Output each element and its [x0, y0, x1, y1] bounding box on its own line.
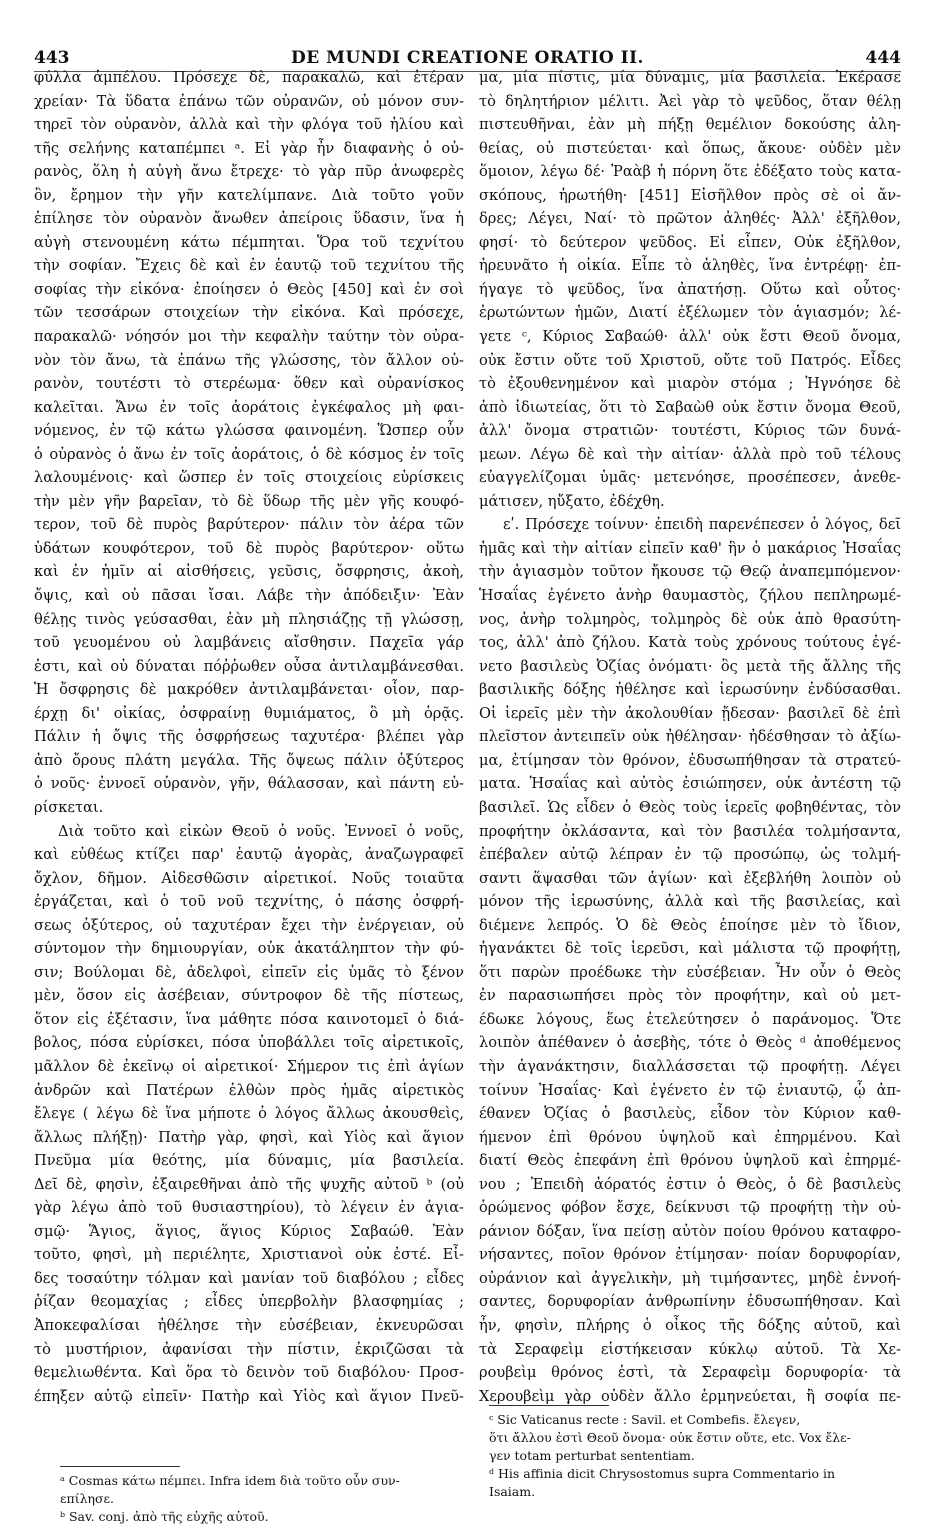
text-line: ῥίζαν θεομαχίας ; εἶδες ὑπερβολὴν βλασφημίας ;	[34, 1293, 464, 1311]
text-line: θεμελιωθέντα. Καὶ ὅρα τὸ δεινὸν τοῦ διαβόλου· Προσ-	[34, 1364, 464, 1382]
text-line: ὄψις, καὶ οὐ πᾶσαι ἴσαι. Λάβε τὴν ἀπόδειξιν· Ἐὰν	[34, 587, 464, 605]
text-line: Isaiam.	[489, 1484, 536, 1499]
text-line: σαντι ἅψασθαι τῶν ἁγίων· καὶ ἐξεβλήθη λοιπὸν οὐ	[479, 869, 901, 887]
text-line: ὂν, ἔρημον τὴν γῆν κατελίμπανε. Διὰ τοῦτο γοῦν	[34, 186, 464, 204]
text-line: μα, ἐτίμησαν τὸν θρόνον, ἐδυσωπήθησαν τὰ στρατεύ-	[479, 751, 901, 769]
text-line: Χερουβεὶμ γὰρ οὐδὲν ἄλλο ἑρμηνεύεται, ἢ σοφία πε-	[479, 1387, 901, 1405]
text-line: πλεῖστον ἀντειπεῖν οὐκ ἠθέλησαν· ἠδέσθησαν τὸ ἀξίω-	[479, 728, 901, 746]
text-line: εʹ. Πρόσεχε τοίνυν· ἐπειδὴ παρενέπεσεν ὁ λόγος, δεῖ	[503, 516, 901, 534]
text-line: καὶ εὐθέως κτίζει παρ' ἑαυτῷ ἀγορὰς, ἀναζωγραφεῖ	[34, 846, 464, 864]
text-line: ἄλλως πλήξῃ)· Πατὴρ γὰρ, φησὶ, καὶ Υἱὸς καὶ ἅγιον	[34, 1128, 464, 1146]
text-line: τοῦ γευομένου οὐ λαμβάνεις αἴσθησιν. Παχεῖα γάρ	[34, 634, 464, 652]
footnote-rule-right	[489, 1405, 609, 1406]
text-line: ρίσκεται.	[34, 798, 104, 816]
text-line: μᾶλλον δὲ ἐκεῖνῳ οἱ αἱρετικοί· Σήμερον τις ἐπὶ ἁγίων	[34, 1057, 464, 1075]
page-number-right: 444	[865, 48, 901, 68]
text-line: ήμενον ἐπὶ θρόνου ὑψηλοῦ καὶ ἐπηρμένου. Καὶ	[479, 1128, 901, 1146]
text-line: νος, ἀνὴρ τολμηρὸς, τολμηρὸς δὲ οὐκ ἀπὸ θρασύτη-	[479, 610, 901, 628]
text-line: ὑδάτων κουφότερον, τοῦ δὲ πυρὸς βαρύτερον· οὕτω	[34, 539, 464, 557]
text-line: παρακαλῶ· νόησόν μοι τὴν κεφαλὴν ταύτην τὸν οὐρα-	[34, 328, 464, 346]
text-line: μόνον τῆς ἱερωσύνης, ἀλλὰ καὶ τῆς βασιλείας, καὶ	[479, 893, 901, 911]
text-line: σύντομον τὴν δημιουργίαν, οὐκ ἀκατάληπτον τὴν φύ-	[34, 940, 464, 958]
text-line: τος, ἀλλ' ἀπὸ ζήλου. Κατὰ τοὺς χρόνους τούτους ἐγέ-	[479, 634, 901, 652]
footnotes-left	[60, 1472, 465, 1526]
text-line: Πνεῦμα μία θεότης, μία δύναμις, μία βασιλεία.	[34, 1152, 464, 1170]
text-line: ὅτι παρὼν προέδωκε τὴν εὐσέβειαν. Ἦν οὖν ὁ Θεὸς	[479, 963, 901, 981]
text-line: νου ; Ἐπειδὴ ἀόρατός ἐστιν ὁ Θεὸς, ὁ δὲ βασιλεὺς	[479, 1175, 901, 1193]
text-line: γετε ᶜ, Κύριος Σαβαώθ· ἀλλ' οὐκ ἔστι Θεοῦ ὄνομα,	[479, 328, 901, 346]
text-line: ήγαγε τὸ ψεῦδος, ἵνα ἀπατήσῃ. Οὕτω καὶ οὗτος·	[479, 280, 901, 298]
text-line: ρανὸς, ὅλη ἡ αὐγὴ ἄνω ἔτρεχε· τὸ γὰρ πῦρ ἀνωφερὲς	[34, 163, 464, 181]
text-line: λαλουμένοις· καὶ ὥσπερ ἐν τοῖς στοιχείοις εὑρίσκεις	[34, 469, 464, 487]
text-line: τὴν ἀγανάκτησιν, διαλλάσσεται τῷ προφήτῃ. Λέγει	[479, 1057, 901, 1075]
text-line: οὐράνιον καὶ ἀγγελικὴν, μὴ τιμήσαντες, μηδὲ ἐννοή-	[479, 1269, 901, 1287]
text-line: νὸν τὸν ἄνω, τὰ ἐπάνω τῆς γλώσσης, τὸν ἄλλον οὐ-	[34, 351, 464, 369]
text-line: τοῦτο, φησὶ, μὴ περιέλητε, Χριστιανοὶ οὐκ ἐστέ. Εἶ-	[34, 1246, 464, 1264]
text-line: ἀπὸ ὄρους πλάτη μεγάλα. Τῆς ὄψεως πάλιν ὀξύτερος	[34, 751, 464, 769]
text-line: χρείαν· Τὰ ὕδατα ἐπάνω τῶν οὐρανῶν, οὐ μόνον συν-	[34, 92, 464, 110]
text-line: δρες; Λέγει, Ναί· τὸ πρῶτον ἀληθές· Ἀλλ' ἐξῆλθον,	[479, 210, 901, 228]
text-line: ᵃ Cosmas κάτω πέμπει. Infra idem διὰ τοῦτο οὖν συν-	[60, 1473, 400, 1488]
text-line: νόμενος, ἐν τῷ κάτω γλώσσα φαινομένη. Ὥσπερ οὖν	[34, 422, 464, 440]
text-line: ὄχλον, δῆμον. Αἰδεσθῶσιν αἱρετικοί. Νοῦς τοιαῦτα	[34, 869, 464, 887]
text-line: καὶ ἐν ἡμῖν αἱ αἰσθήσεις, γεῦσις, ὄσφρησις, ἀκοὴ,	[34, 563, 464, 581]
text-line: γὰρ λέγω ἀπὸ τοῦ θυσιαστηρίου), τὸ λέγειν ἐν ἁγια-	[34, 1199, 464, 1217]
text-line: σοφίας τὴν εἰκόνα· ἐποίησεν ὁ Θεὸς [450] καὶ ἐν σοὶ	[34, 280, 464, 298]
text-line: Πάλιν ἡ ὄψις τῆς ὀσφρήσεως ταχυτέρα· βλέπει γὰρ	[34, 728, 464, 746]
text-line: ἐστι, καὶ οὐ δύναται πόῤῥωθεν οὖσα ἀντιλαμβάνεσθαι.	[34, 657, 464, 675]
text-line: τῶν τεσσάρων στοιχείων τὴν εἰκόνα. Καὶ πρόσεχε,	[34, 304, 464, 322]
text-line: τῆς σελήνης καταπέμπει ᵃ. Εἰ γὰρ ἦν διαφανὴς ὁ οὐ-	[34, 139, 464, 157]
text-line: ᵇ Sav. conj. ἀπὸ τῆς εὐχῆς αὐτοῦ.	[60, 1509, 269, 1524]
text-line: διατί Θεὸς ἐπεφάνη ἐπὶ θρόνου ὑψηλοῦ καὶ ἐπηρμέ-	[479, 1152, 901, 1170]
text-line: μεων. Λέγω δὲ καὶ τὴν αἰτίαν· ἀλλὰ πρὸ τοῦ τέλους	[479, 445, 901, 463]
text-line: ράνιον δόξαν, ἵνα πείσῃ αὐτὸν ποίου θρόνου καταφρο-	[479, 1222, 901, 1240]
footnote-rule-left	[60, 1466, 180, 1467]
text-line: σαντες, δορυφορίαν ἀνθρωπίνην ἐδυσωπήθησαν. Καὶ	[479, 1293, 901, 1311]
text-line: ἀνδρῶν καὶ Πατέρων ἐλθὼν πρὸς ἡμᾶς αἱρετικὸς	[34, 1081, 464, 1099]
text-line: ὁ νοῦς· ἐννοεῖ οὐρανὸν, γῆν, θάλασσαν, καὶ πάντη εὑ-	[34, 775, 464, 793]
text-line: ἐπίλησε τὸν οὐρανὸν ἄνωθεν ἀπείροις ὕδασιν, ἵνα ἡ	[34, 210, 464, 228]
text-line: ἐπέβαλεν αὐτῷ λέπραν ἐν τῷ προσώπῳ, ὡς τολμή-	[479, 846, 901, 864]
text-line: ἐν παρασιωπήσει πρὸς τὸν προφήτην, καὶ οὐ μετ-	[479, 987, 901, 1005]
text-line: τὴν σοφίαν. Ἔχεις δὲ καὶ ἐν ἑαυτῷ τοῦ τεχνίτου τῆς	[34, 257, 464, 275]
text-line: τερον, τοῦ δὲ πυρὸς βαρύτερον· πάλιν τὸν ἀέρα τῶν	[34, 516, 464, 534]
text-line: εὐαγγελίζομαι ὑμᾶς· μετενόησε, προσέπεσεν, ἀνεθε-	[479, 469, 901, 487]
text-line: σεως ὀξύτερος, οὐ ταχυτέραν ἔχει τὴν ἐνέργειαν, οὐ	[34, 916, 464, 934]
text-line: Δεῖ δὲ, φησὶν, ἐξαιρεθῆναι ἀπὸ τῆς ψυχῆς αὐτοῦ ᵇ (οὐ	[34, 1175, 464, 1193]
right-column	[479, 66, 901, 1408]
text-line: ὁρώμενος φόβον ἔσχε, δείκνυσι τῷ προφήτῃ τὴν οὐ-	[479, 1199, 901, 1217]
text-line: ᶜ Sic Vaticanus recte : Savil. et Combefis. ἔλεγεν,	[489, 1412, 801, 1427]
text-line: ἠρευνᾶτο ἡ οἰκία. Εἶπε τὸ ἀληθὲς, ἵνα ἐντρέφῃ· ἐπ-	[479, 257, 901, 275]
text-line: ματα. Ἡσαΐας καὶ αὐτὸς ἐσιώπησεν, οὐκ ἀντέστη τῷ	[479, 775, 901, 793]
text-line: λοιπὸν ἀπέθανεν ὁ ἀσεβὴς, τότε ὁ Θεὸς ᵈ ἀποθέμενος	[479, 1034, 901, 1052]
text-line: ᵈ His affinia dicit Chrysostomus supra Commentario in	[489, 1466, 836, 1481]
text-line: ἐργάζεται, καὶ ὁ τοῦ νοῦ τεχνίτης, ὁ πάσης ὀσφρή-	[34, 893, 464, 911]
text-line: νήσαντες, ποῖον θρόνον ἐτίμησαν· ποίαν δορυφορίαν,	[479, 1246, 901, 1264]
text-line: ἠγανάκτει δὲ τοῖς ἱερεῦσι, καὶ μάλιστα τῷ προφήτῃ,	[479, 940, 901, 958]
text-line: ἐρωτώντων ἡμῶν, Διατί ἐξέλωμεν τὸν ἁγιασμόν; λέ-	[479, 304, 901, 322]
text-line: ὅτον εἰς ἐξέτασιν, ἵνα μάθητε πόσα καινοτομεῖ ὁ διά-	[34, 1010, 464, 1028]
text-line: ἔλεγε ( λέγω δὲ ἵνα μήποτε ὁ λόγος ἄλλως ἀκουσθεὶς,	[34, 1105, 464, 1123]
text-line: ἀλλ' ὄνομα στρατιῶν· τουτέστι, Κύριος τῶν δυνά-	[479, 422, 901, 440]
text-line: προφήτην ὀκλάσαντα, καὶ τὸν βασιλέα τολμήσαντα,	[479, 822, 901, 840]
text-line: διέμενε λεπρός. Ὁ δὲ Θεὸς ἐποίησε μὲν τὸ ἴδιον,	[479, 916, 901, 934]
text-line: έθανεν Ὀζίας ὁ βασιλεὺς, εἶδον τὸν Κύριον καθ-	[479, 1105, 901, 1123]
text-line: θέλῃς τινὸς γεύσασθαι, ἐὰν μὴ πλησιάζῃς τῇ γλώσσῃ,	[34, 610, 464, 628]
text-line: βολος, πόσα εὑρίσκει, πόσα ὑποβάλλει τοῖς αἱρετικοῖς,	[34, 1034, 464, 1052]
text-line: Ἡ ὄσφρησις δὲ μακρόθεν ἀντιλαμβάνεται· οἷον, παρ-	[34, 681, 464, 699]
footnotes-right	[489, 1411, 901, 1501]
text-line: Ἀποκεφαλίσαι ἠθέλησε τὴν εὐσέβειαν, ἐκνευρῶσαι	[34, 1316, 464, 1334]
text-line: οὐκ ἔστιν οὔτε τοῦ Χριστοῦ, οὔτε τοῦ Πατρός. Εἶδες	[479, 351, 901, 369]
text-line: τηρεῖ τὸν οὐρανὸν, ἀλλὰ καὶ τὴν φλόγα τοῦ ἡλίου καὶ	[34, 116, 464, 134]
text-line: σμῷ· Ἅγιος, ἅγιος, ἅγιος Κύριος Σαβαώθ. Ἐὰν	[34, 1222, 464, 1240]
text-line: δες τοσαύτην τόλμαν καὶ μανίαν τοῦ διαβόλου ; εἶδες	[34, 1269, 464, 1287]
text-line: θείας, οὐ πιστεύεται· καὶ ὅπως, ἄκουε· οὐδὲν μὲν	[479, 139, 901, 157]
text-line: φύλλα ἀμπέλου. Πρόσεχε δὲ, παρακαλῶ, καὶ ἑτέραν	[34, 69, 464, 86]
text-line: ὅτι ἄλλου ἐστὶ Θεοῦ ὄνομα· οὐκ ἔστιν οὔτε, etc. Vox ἔλε-	[489, 1430, 851, 1445]
page-number-left: 443	[34, 48, 70, 68]
text-line: βασιλικῆς δόξης ἠθέλησε καὶ ἱερωσύνην ἐνδύσασθαι.	[479, 681, 901, 699]
text-line: ὅμοιον, λέγω δέ· Ῥαὰβ ἡ πόρνη ὅτε ἐδέξατο τοὺς κατα-	[479, 163, 901, 181]
text-line: τὰ Σεραφεὶμ εἱστήκεισαν κύκλῳ αὐτοῦ. Τὰ Χε-	[479, 1340, 901, 1358]
text-line: ἡμᾶς καὶ τὴν αἰτίαν εἰπεῖν καθ' ἣν ὁ μακάριος Ἡσαΐας	[479, 539, 901, 557]
text-line: πιστευθῆναι, ἐὰν μὴ πήξῃ θεμέλιον δοκούσης ἀλη-	[479, 116, 901, 134]
text-line: ὁ οὐρανὸς ὁ ἄνω ἐν τοῖς ἀοράτοις, ὁ δὲ κόσμος ἐν τοῖς	[34, 445, 464, 463]
text-line: ἀπὸ ἰδιωτείας, ὅτι τὸ Σαβαὼθ οὐκ ἔστιν ὄνομα Θεοῦ,	[479, 398, 901, 416]
text-line: Ἡσαΐας ἐγένετο ἀνὴρ θαυμαστὸς, ζήλου πεπληρωμέ-	[479, 587, 901, 605]
text-line: νετο βασιλεὺς Ὀζίας ὀνόματι· ὃς μετὰ τῆς ἄλλης τῆς	[479, 657, 901, 675]
text-line: σιν; Βούλομαι δὲ, ἀδελφοὶ, εἰπεῖν εἰς ὑμᾶς τὸ ξένον	[34, 963, 464, 981]
text-line: αὐγὴ στενουμένη κάτω πέμπηται. Ὅρα τοῦ τεχνίτου	[34, 233, 464, 251]
text-line: ἦν, φησὶν, πλήρης ὁ οἶκος τῆς δόξης αὐτοῦ, καὶ	[479, 1316, 901, 1334]
text-line: μὲν, ὅσον εἰς ἀσέβειαν, σύντροφον δὲ τῆς πίστεως,	[34, 987, 464, 1005]
text-line: έρχῃ δι' οἰκίας, ὀσφραίνῃ θυμιάματος, ὃ μὴ ὁρᾷς.	[34, 704, 464, 722]
running-title: DE MUNDI CREATIONE ORATIO II.	[291, 48, 644, 68]
text-line: τὴν μὲν γῆν βαρεῖαν, τὸ δὲ ὕδωρ τῆς μὲν γῆς κουφό-	[34, 492, 464, 510]
text-line: τὸ ἐξουθενημένον καὶ μιαρὸν στόμα ; Ἠγνόησε δὲ	[479, 375, 901, 393]
text-line: επίλησε.	[60, 1491, 114, 1506]
text-line: τὸ δηλητήριον μέλιτι. Ἀεὶ γὰρ τὸ ψεῦδος, ὅταν θέλῃ	[479, 92, 901, 110]
text-line: φησί· τὸ δεύτερον ψεῦδος. Εἰ εἶπεν, Οὐκ ἐξῆλθον,	[479, 233, 901, 251]
text-line: μα, μία πίστις, μία δύναμις, μία βασιλεία. Ἐκέρασε	[479, 69, 901, 86]
text-line: τὸ μυστήριον, ἀφανίσαι τὴν πίστιν, ἐκριζῶσαι τὰ	[34, 1340, 464, 1358]
text-line: ρουβεὶμ θρόνος ἐστὶ, τὰ Σεραφεὶμ δορυφορία· τὰ	[479, 1364, 901, 1382]
left-column	[34, 66, 464, 1408]
text-line: γεν totam perturbat sententiam.	[489, 1448, 695, 1463]
text-line: ρανὸν, τουτέστι τὸ στερέωμα· ὅθεν καὶ οὐρανίσκος	[34, 375, 464, 393]
text-line: τὴν ἁγιασμὸν τοῦτον ἤκουσε τῷ Θεῷ ἀναπεμπόμενον·	[479, 563, 901, 581]
text-line: μάτισεν, ηὔξατο, ἐδέχθη.	[479, 492, 665, 510]
text-line: Οἱ ἱερεῖς μὲν τὴν ἀκολουθίαν ᾔδεσαν· βασιλεῖ δὲ ἐπὶ	[479, 704, 901, 722]
text-line: τοίνυν Ἡσαΐας· Καὶ ἐγένετο ἐν τῷ ἐνιαυτῷ, ᾧ ἀπ-	[479, 1081, 901, 1099]
text-line: έδωκε λόγους, ἕως ἐτελεύτησεν ὁ παράνομος. Ὅτε	[479, 1010, 901, 1028]
text-line: έπηξεν αὐτῷ εἰπεῖν· Πατὴρ καὶ Υἱὸς καὶ ἅγιον Πνεῦ-	[34, 1387, 464, 1405]
text-line: βασιλεῖ. Ὡς εἶδεν ὁ Θεὸς τοὺς ἱερεῖς φοβηθέντας, τὸν	[479, 798, 901, 816]
text-line: σκόπους, ἠρωτήθη· [451] Εἰσῆλθον πρὸς σὲ οἱ ἄν-	[479, 186, 901, 204]
text-line: Διὰ τοῦτο καὶ εἰκὼν Θεοῦ ὁ νοῦς. Ἐννοεῖ ὁ νοῦς,	[58, 822, 464, 840]
text-line: καλεῖται. Ἄνω ἐν τοῖς ἀοράτοις ἐγκέφαλος μὴ φαι-	[34, 398, 464, 416]
